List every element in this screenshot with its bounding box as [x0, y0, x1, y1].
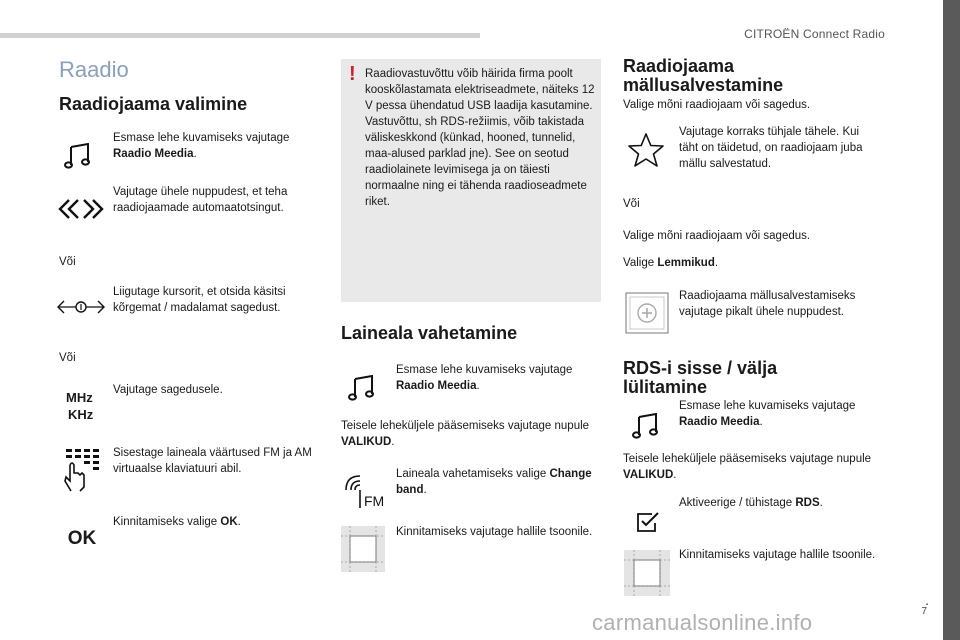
add-preset-icon — [625, 292, 669, 334]
page-title: Raadio — [59, 57, 129, 82]
item-star: Vajutage korraks tühjale tähele. Kui täht on täidetud, on raadiojaam juba mällu salvestatud. — [679, 126, 863, 170]
item-radio-media-2: Esmase lehe kuvamiseks vajutage Raadio Meedia. — [396, 364, 573, 392]
para-options-3: Teisele leheküljele pääsemiseks vajutage nupule VALIKUD. — [623, 453, 872, 481]
section-station-memory: Raadiojaama mällusalvestamine — [623, 56, 784, 95]
warning-paragraph-1: Raadiovastuvõttu võib häirida firma poolt kooskõlastamata elektriseadmete, näiteks 12 V pessa ühendatud USB laadija kasutamine. — [365, 68, 595, 112]
ok-icon: OK — [67, 528, 97, 549]
para-options-2: Teisele leheküljele pääsemiseks vajutage nupule VALIKUD. — [341, 420, 590, 448]
item-radio-media: Esmase lehe kuvamiseks vajutage Raadio Meedia. — [113, 132, 290, 160]
header-rule — [0, 33, 480, 38]
grey-zone-icon — [341, 526, 385, 572]
item-frequency: Vajutage sagedusele. — [113, 384, 223, 396]
continue-dot: . — [925, 592, 929, 608]
item-change-band: Laineala vahetamiseks valige Change band. — [396, 468, 592, 496]
item-seek: Vajutage ühele nuppudest, et teha raadiojaamade automaatotsingut. — [113, 186, 288, 214]
item-toggle-rds: Aktiveerige / tühistage RDS. — [679, 497, 823, 509]
para-favourites: Valige Lemmikud. — [623, 257, 719, 269]
item-long-press: Raadiojaama mällusalvestamiseks vajutage pikalt ühele nuppudest. — [679, 290, 856, 318]
item-confirm-ok: Kinnitamiseks valige OK. — [113, 516, 241, 528]
khz-label: KHz — [68, 407, 94, 422]
mhz-label: MHz — [66, 390, 93, 405]
page-header-title: CITROËN Connect Radio — [744, 27, 885, 41]
keypad-hand-icon — [60, 447, 100, 493]
fm-label: FM — [364, 493, 385, 509]
mhz-khz-icon — [62, 388, 102, 424]
item-virtual-keyboard: Sisestage laineala väärtused FM ja AM virtuaalse klaviatuuri abil. — [113, 447, 312, 475]
page-number: 7 — [921, 606, 927, 617]
intro-select-station: Valige mõni raadiojaam või sagedus. — [623, 99, 811, 111]
section-station-select: Raadiojaama valimine — [59, 94, 248, 114]
para-select-station: Valige mõni raadiojaam või sagedus. — [623, 230, 811, 242]
section-band-change: Laineala vahetamine — [341, 323, 518, 343]
warning-paragraph-2: Vastuvõttu, sh RDS-režiimis, võib takistada väliskeskkond (künkad, hooned, tunnelid, maa-alused parklad jne). See on seotud raadiolainete levimisega ja on täiesti normaalne ning ei tähenda raadioseadmete riket. — [365, 116, 587, 208]
item-grey-zone-3: Kinnitamiseks vajutage hallile tsoonile. — [679, 549, 876, 561]
or-text-1: Või — [59, 256, 76, 268]
warning-icon: ! — [349, 63, 356, 85]
or-text-3: Või — [623, 198, 640, 210]
tuning-slider-icon — [56, 296, 106, 318]
grey-zone-icon — [624, 550, 670, 596]
music-note-icon — [62, 142, 94, 170]
band-fm-icon — [342, 472, 386, 510]
item-grey-zone-2: Kinnitamiseks vajutage hallile tsoonile. — [396, 526, 593, 538]
watermark: carmanualsonline.info — [592, 610, 813, 635]
section-rds-toggle: RDS-i sisse / välja lülitamine — [623, 358, 778, 397]
music-note-icon — [630, 412, 662, 440]
item-radio-media-3: Esmase lehe kuvamiseks vajutage Raadio Meedia. — [679, 400, 856, 428]
seek-arrows-icon — [58, 196, 104, 222]
item-manual-tune: Liigutage kursorit, et otsida käsitsi kõrgemat / madalamat sagedust. — [113, 286, 286, 314]
music-note-icon — [346, 374, 378, 402]
or-text-2: Või — [59, 352, 76, 364]
star-icon — [625, 130, 667, 170]
checkbox-icon — [634, 510, 662, 534]
side-strip — [943, 0, 960, 640]
warning-text — [365, 66, 597, 210]
warning-box — [341, 59, 601, 302]
